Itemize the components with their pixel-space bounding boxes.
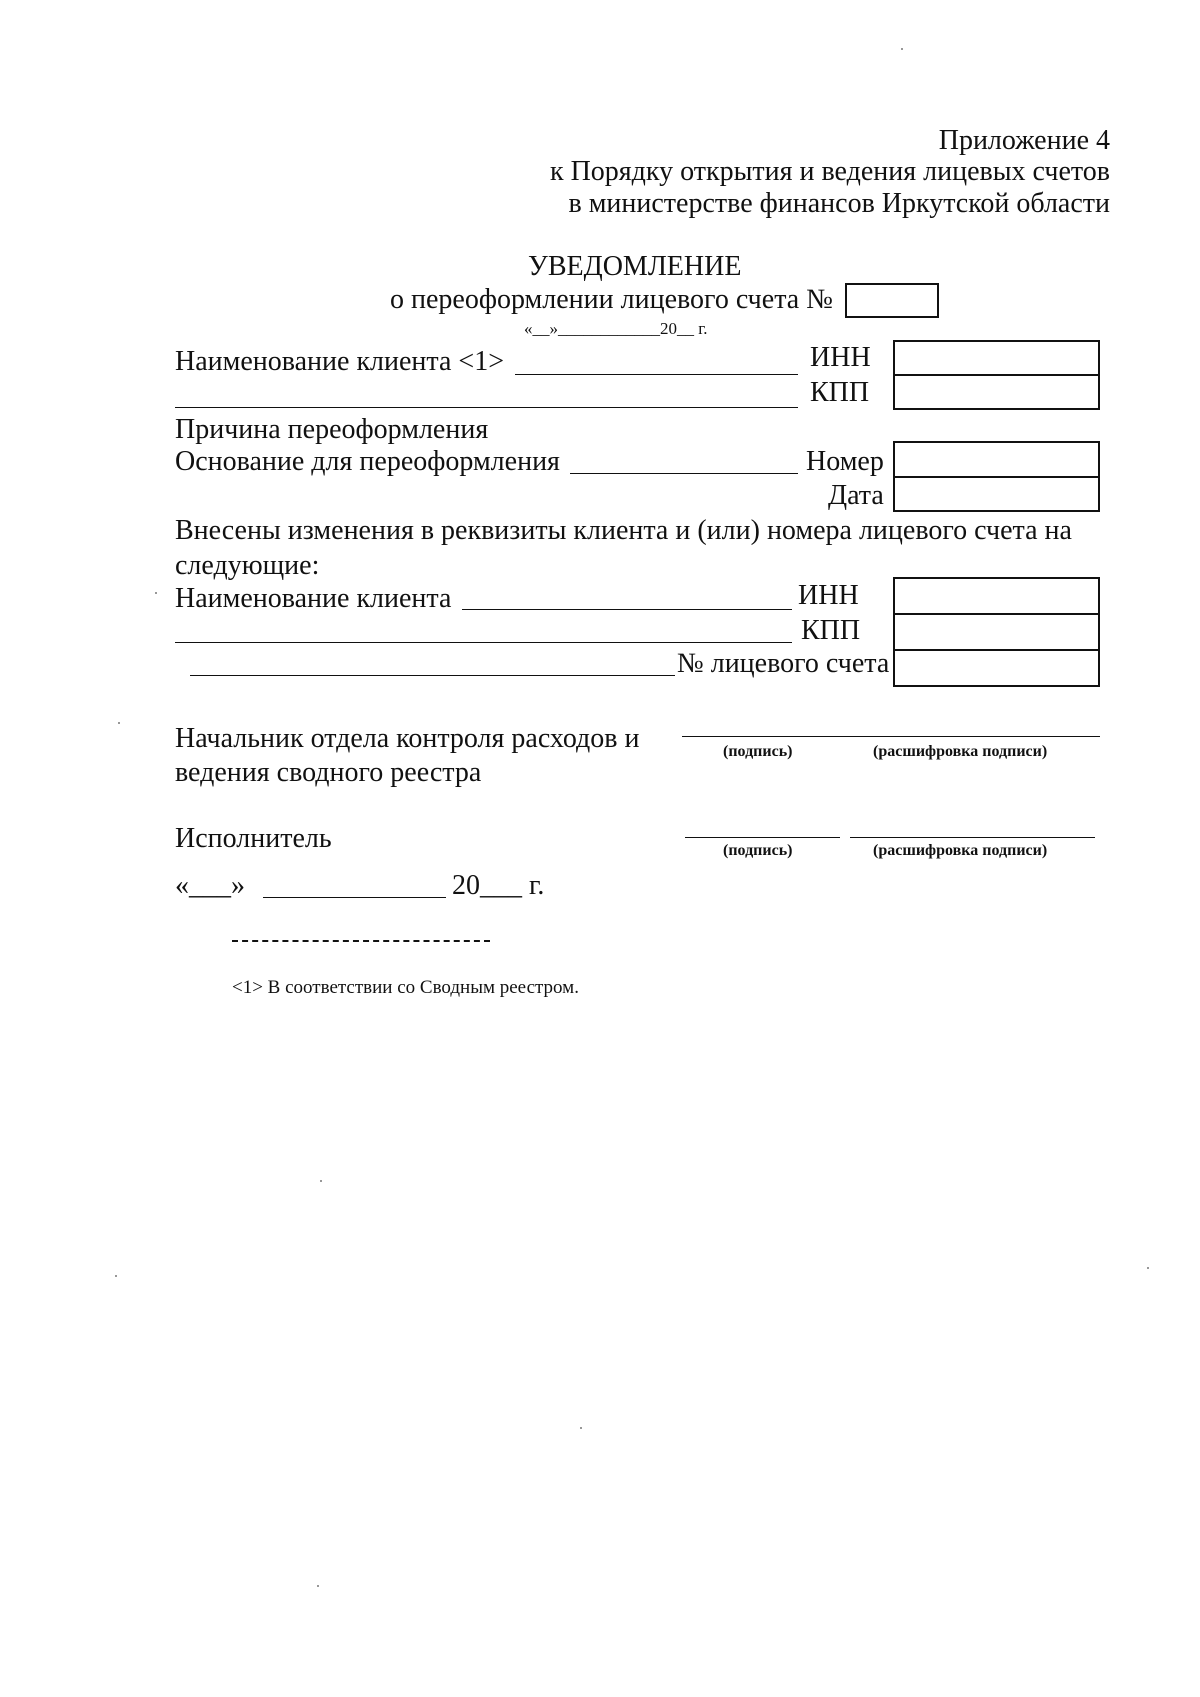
- new-inn-label: ИНН: [798, 580, 859, 611]
- head-title-line1: Начальник отдела контроля расходов и: [175, 723, 640, 754]
- document-subtitle: о переоформлении лицевого счета №: [390, 284, 833, 315]
- scan-speck: [580, 1427, 582, 1429]
- executor-sign-caption: (подпись): [723, 842, 793, 859]
- inn-box[interactable]: [895, 342, 1098, 376]
- new-inn-box[interactable]: [895, 579, 1098, 615]
- appendix-ministry: в министерстве финансов Иркутской области: [568, 188, 1110, 219]
- scan-speck: [901, 48, 903, 50]
- executor-decode-caption: (расшифровка подписи): [873, 842, 1048, 859]
- executor-date-year: 20___ г.: [452, 870, 545, 901]
- new-client-name-label: Наименование клиента: [175, 583, 452, 614]
- scan-speck: [1147, 1267, 1149, 1269]
- client-name-label: Наименование клиента <1>: [175, 346, 504, 377]
- head-decode-caption: (расшифровка подписи): [873, 743, 1048, 760]
- scan-speck: [155, 592, 157, 594]
- client-name-line-2[interactable]: [175, 407, 798, 408]
- footnote-separator: [232, 940, 490, 942]
- head-title-line2: ведения сводного реестра: [175, 757, 482, 788]
- reason-label: Причина переоформления: [175, 414, 489, 445]
- changes-text-line1: Внесены изменения в реквизиты клиента и (или) номера лицевого счета на: [175, 515, 1072, 546]
- document-date-line: «__»____________20__ г.: [524, 319, 708, 338]
- changes-text-line2: следующие:: [175, 550, 320, 581]
- new-client-name-line-2[interactable]: [175, 642, 792, 643]
- appendix-reference: к Порядку открытия и ведения лицевых счетов: [549, 156, 1110, 187]
- new-kpp-box[interactable]: [895, 615, 1098, 651]
- new-kpp-label: КПП: [801, 615, 861, 646]
- footnote-text: <1> В соответствии со Сводным реестром.: [232, 977, 579, 998]
- number-label: Номер: [806, 446, 884, 477]
- executor-signature-line[interactable]: [685, 837, 840, 838]
- inn-kpp-boxes[interactable]: [893, 340, 1100, 410]
- number-box[interactable]: [895, 443, 1098, 478]
- new-details-boxes[interactable]: [893, 577, 1100, 687]
- new-account-box[interactable]: [895, 651, 1098, 685]
- scan-speck: [320, 1180, 322, 1182]
- date-label: Дата: [828, 480, 884, 511]
- executor-date-month-line[interactable]: [263, 897, 446, 898]
- head-sign-caption: (подпись): [723, 743, 793, 760]
- appendix-number: Приложение 4: [938, 125, 1110, 156]
- inn-label: ИНН: [810, 342, 871, 373]
- new-account-line[interactable]: [190, 675, 675, 676]
- document-title: УВЕДОМЛЕНИЕ: [528, 251, 742, 282]
- scan-speck: [317, 1585, 319, 1587]
- number-date-boxes[interactable]: [893, 441, 1100, 512]
- scan-speck: [118, 722, 120, 724]
- executor-label: Исполнитель: [175, 823, 332, 854]
- executor-date-open: «___»: [175, 870, 245, 901]
- account-number-label: № лицевого счета: [677, 648, 890, 679]
- client-name-line[interactable]: [515, 374, 798, 375]
- head-signature-line[interactable]: [682, 736, 1100, 737]
- kpp-label: КПП: [810, 377, 870, 408]
- new-client-name-line[interactable]: [462, 609, 792, 610]
- basis-label: Основание для переоформления: [175, 446, 560, 477]
- executor-decode-line[interactable]: [850, 837, 1095, 838]
- scan-speck: [115, 1275, 117, 1277]
- kpp-box[interactable]: [895, 376, 1098, 408]
- basis-line[interactable]: [570, 473, 798, 474]
- account-number-box[interactable]: [845, 283, 939, 318]
- date-box[interactable]: [895, 478, 1098, 511]
